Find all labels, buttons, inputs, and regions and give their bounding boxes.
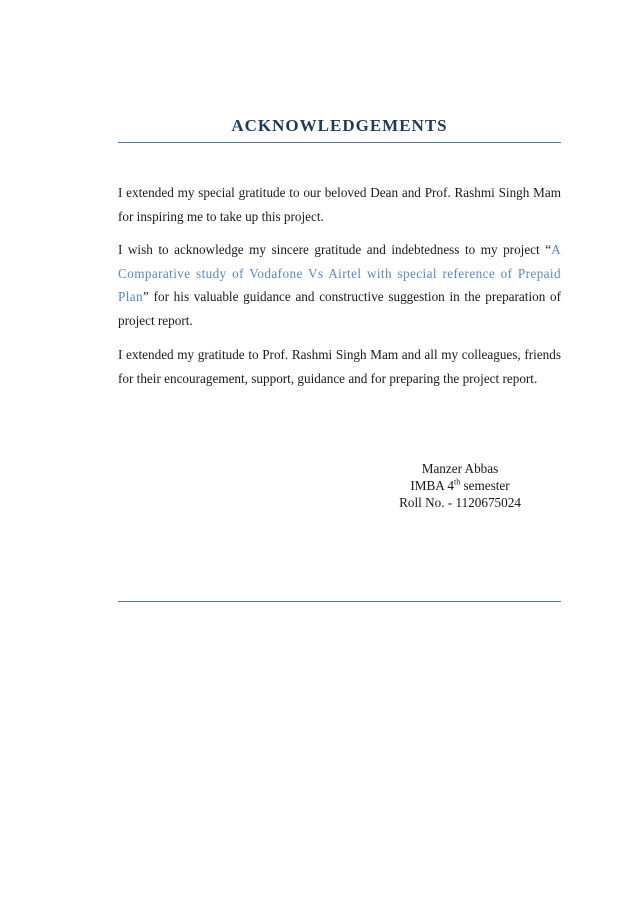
paragraph-2-intro: I wish to acknowledge my sincere gratitude and indebtedness to my project “ <box>118 242 552 257</box>
title-divider <box>118 142 561 143</box>
page-title: ACKNOWLEDGEMENTS <box>231 116 448 135</box>
footer-divider <box>118 601 561 602</box>
program-suffix: semester <box>460 478 510 493</box>
author-name: Manzer Abbas <box>421 461 499 476</box>
paragraph-2 <box>118 238 561 332</box>
signature-block <box>360 460 560 511</box>
paragraph-1: I extended my special gratitude to our beloved Dean and Prof. Rashmi Singh Mam for inspiring me to take up this project. <box>118 185 561 224</box>
ordinal-suffix: th <box>453 477 461 487</box>
project-title: A Comparative study of Vodafone Vs Airtel with special reference of Prepaid Plan <box>118 242 561 304</box>
paragraph-3: I extended my gratitude to Prof. Rashmi Singh Mam and all my colleagues, friends for their encouragement, support, guidance and for preparing the project report. <box>118 347 561 386</box>
program-semester <box>360 477 560 494</box>
program-prefix: IMBA 4 <box>410 478 454 493</box>
paragraph-2-rest: ” for his valuable guidance and constructive suggestion in the preparation of project report. <box>118 289 561 328</box>
roll-number: Roll No. - 1120675024 <box>399 495 521 510</box>
